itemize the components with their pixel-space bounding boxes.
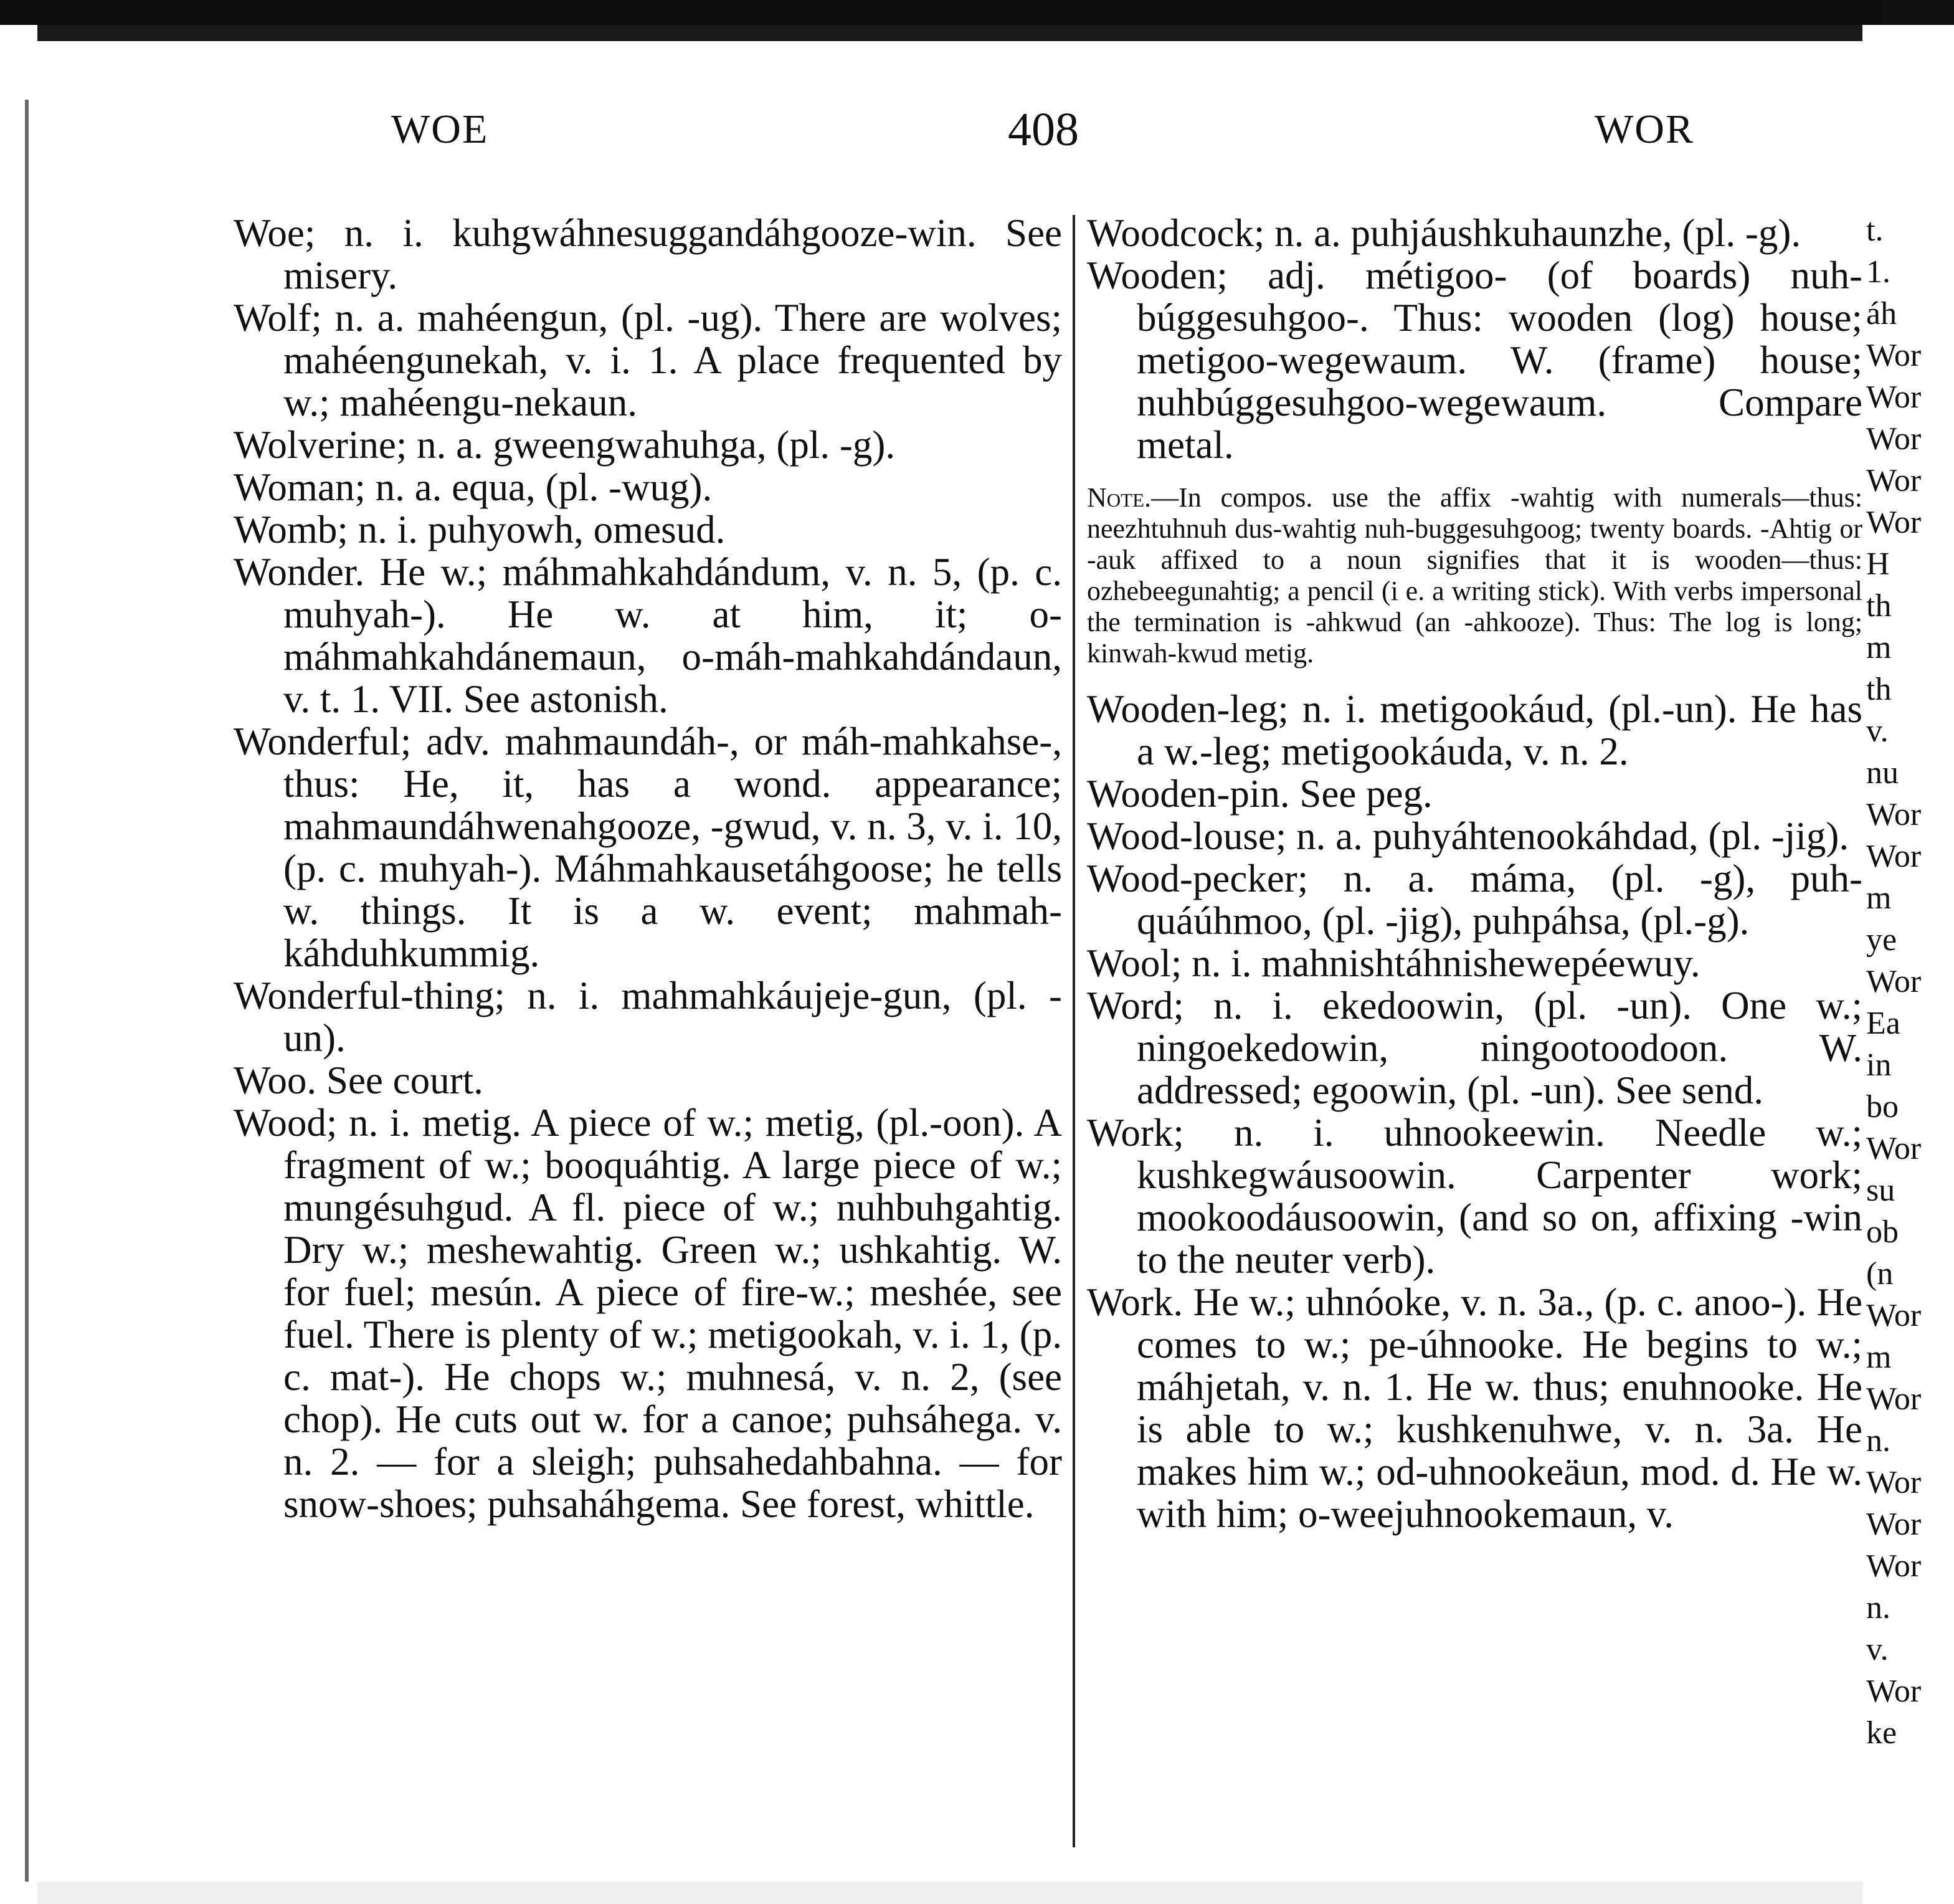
next-page-fragment: Wor (1866, 964, 1922, 999)
next-page-fragment: n. (1866, 1423, 1890, 1459)
next-page-fragment: in (1866, 1047, 1892, 1083)
next-page-fragment: Wor (1866, 379, 1922, 415)
next-page-fragment: th (1866, 588, 1892, 624)
dictionary-entry: Word; n. i. ekedoowin, (pl. -un). One w.; ningoekedowin, ningootoodoon. W. addressed; egoowin, (pl. -un). See send. (1087, 984, 1862, 1112)
dictionary-entry: Wonderful; adv. mahmaundáh-, or máh-mahkahse-, thus: He, it, has a wond. appearance; mahmaundáhwenahgooze, -gwud, v. n. 3, v. i. 10, (p. c. muhyah-). Máhmahkausetáhgoose; he tells w. things. It is a w. event; mahmah-káhduhkummig. (234, 720, 1062, 975)
next-page-fragment: Wor (1866, 1673, 1922, 1709)
note-text: —In compos. use the affix -wahtig with numerals—thus: neezhtuhnuh dus-wahtig nuh-buggesuhgoog; twenty boards. -Ahtig or -auk affixed to a noun signifies that it is wooden—thus: ozhebeegunahtig; a pencil (i e. a writing stick). With verbs impersonal the termination is -ahkwud (an -ahkooze). Thus: The log is long; kinwah-kwud metig. (1087, 482, 1862, 669)
dictionary-entry: Wood-pecker; n. a. máma, (pl. -g), puh-quáúhmoo, (pl. -jig), puhpáhsa, (pl.-g). (1087, 857, 1862, 943)
next-page-fragment: áh (1866, 296, 1897, 331)
running-head-right: WOR (1595, 107, 1694, 152)
dictionary-entry: Wooden-pin. See peg. (1087, 772, 1433, 816)
page-top-shadow (37, 25, 1881, 41)
running-head-left: WOE (391, 107, 489, 152)
page-bottom-shadow (37, 1882, 1862, 1904)
next-page-fragment: (n (1866, 1256, 1894, 1292)
next-page-fragment: m (1866, 880, 1892, 916)
dictionary-entry: Wonder. He w.; máhmahkahdándum, v. n. 5, (p. c. muhyah-). He w. at him, it; o-máhmahkahdánemaun, o-máh-mahkahdándaun, v. t. 1. VII. See astonish. (234, 550, 1062, 721)
next-page-fragment: ke (1866, 1715, 1897, 1751)
usage-note (1087, 482, 1862, 669)
dictionary-entry: Wood; n. i. metig. A piece of w.; metig, (pl.-oon). A fragment of w.; booquáhtig. A large piece of w.; mungésuhgud. A fl. piece of w.; nuhbuhgahtig. Dry w.; meshewahtig. Green w.; ushkahtig. W. for fuel; mesún. A piece of fire-w.; meshée, see fuel. There is plenty of w.; metigookah, v. i. 1, (p. c. mat-). He chops w.; muhnesá, v. n. 2, (see chop). He cuts out w. for a canoe; puhsáhega. v. n. 2. — for a sleigh; puhsahedahbahna. — for snow-shoes; puhsaháhgema. See forest, whittle. (234, 1101, 1062, 1526)
next-page-fragment: H (1866, 546, 1890, 582)
dictionary-entry: Wolf; n. a. mahéengun, (pl. -ug). There are wolves; mahéengunekah, v. i. 1. A place frequented by w.; mahéengu-nekaun. (234, 296, 1062, 424)
next-page-fragment: Wor (1866, 1381, 1922, 1417)
next-page-fragment: t. (1866, 212, 1884, 248)
next-page-fragment: Wor (1866, 505, 1922, 540)
next-page-fragment: Ea (1866, 1006, 1900, 1041)
next-page-fragment: ye (1866, 922, 1897, 958)
column-divider (1073, 215, 1075, 1847)
next-page-fragment: Wor (1866, 1465, 1922, 1500)
next-page-fragment: Wor (1866, 1298, 1922, 1333)
right-column (1087, 212, 1862, 1535)
next-page-fragment: v. (1866, 713, 1889, 749)
dictionary-entry: Womb; n. i. puhyowh, omesud. (234, 508, 726, 551)
left-page-edge (0, 25, 37, 1904)
next-page-fragment: m (1866, 630, 1892, 665)
next-page-fragment: su (1866, 1173, 1895, 1208)
dictionary-entry: Wolverine; n. a. gweengwahuhga, (pl. -g). (234, 423, 896, 467)
dictionary-entry: Work; n. i. uhnookeewin. Needle w.; kushkegwáusoowin. Carpenter work; mookoodáusoowin, (and so on, affixing -win to the neuter verb). (1087, 1111, 1862, 1282)
dictionary-entry: Wooden-leg; n. i. metigookáud, (pl.-un). He has a w.-leg; metigookáuda, v. n. 2. (1087, 687, 1862, 773)
next-page-fragment: Wor (1866, 421, 1922, 457)
dictionary-entry: Wonderful-thing; n. i. mahmahkáujeje-gun, (pl. -un). (234, 974, 1062, 1060)
dictionary-entry: Woman; n. a. equa, (pl. -wug). (234, 465, 713, 509)
page-number: 408 (1008, 103, 1079, 156)
dictionary-entry: Woo. See court. (234, 1059, 483, 1102)
next-page-fragment: m (1866, 1340, 1892, 1375)
dictionary-entry: Wooden; adj. métigoo- (of boards) nuh-búggesuhgoo-. Thus: wooden (log) house; metigoo-wegewaum. W. (frame) house; nuhbúggesuhgoo-wegewaum. Compare metal. (1087, 254, 1862, 467)
next-page-fragment: n. (1866, 1590, 1890, 1626)
note-label: Note. (1087, 482, 1152, 513)
next-page-fragment: 1. (1866, 254, 1890, 290)
page-top-border (0, 0, 1954, 25)
dictionary-entry: Woe; n. i. kuhgwáhnesuggandáhgooze-win. See misery. (234, 211, 1062, 297)
dictionary-entry: Woodcock; n. a. puhjáushkuhaunzhe, (pl. -g). (1087, 211, 1801, 255)
left-column (234, 212, 1062, 1525)
next-page-fragment: Wor (1866, 1131, 1922, 1166)
next-page-fragment: Wor (1866, 338, 1922, 373)
next-page-fragment: th (1866, 672, 1892, 707)
dictionary-entry: Wood-louse; n. a. puhyáhtenookáhdad, (pl. -jig). (1087, 814, 1849, 858)
next-page-sliver (1862, 25, 1954, 1904)
next-page-fragment: nu (1866, 755, 1899, 791)
dictionary-entry: Work. He w.; uhnóoke, v. n. 3a., (p. c. anoo-). He comes to w.; pe-úhnooke. He begins to w.; máhjetah, v. n. 1. He w. thus; enuhnooke. He is able to w.; kushkenuhwe, v. n. 3a. He makes him w.; od-uhnookeäun, mod. d. He w. with him; o-weejuhnookemaun, v. (1087, 1280, 1862, 1536)
dictionary-entry: Wool; n. i. mahnishtáhnishewepéewuy. (1087, 941, 1700, 985)
next-page-fragment: bo (1866, 1089, 1899, 1125)
next-page-fragment: ob (1866, 1214, 1899, 1250)
next-page-fragment: Wor (1866, 797, 1922, 832)
next-page-fragment: Wor (1866, 839, 1922, 874)
next-page-fragment: Wor (1866, 1548, 1922, 1584)
next-page-fragment: v. (1866, 1632, 1889, 1667)
next-page-fragment: Wor (1866, 1507, 1922, 1542)
next-page-fragment: Wor (1866, 463, 1922, 498)
